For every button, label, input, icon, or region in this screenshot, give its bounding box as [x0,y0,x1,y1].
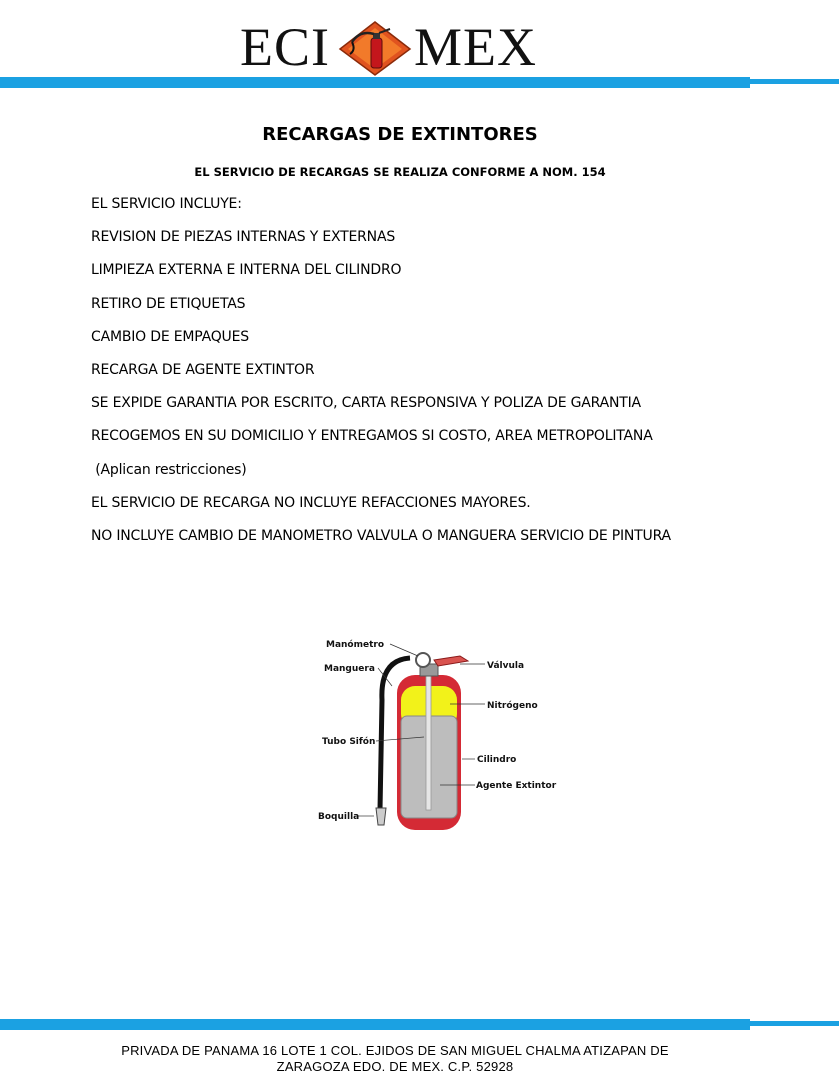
service-line: EL SERVICIO DE RECARGA NO INCLUYE REFACCIONES MAYORES. [91,494,531,511]
label-boquilla: Boquilla [318,812,360,822]
fire-extinguisher-emblem-icon [338,20,412,76]
service-line: (Aplican restricciones) [91,461,247,478]
nozzle-shape [376,808,386,825]
header-band-extension [750,79,839,84]
footer-line: ZARAGOZA EDO. DE MEX. C.P. 52928 [276,1059,514,1074]
service-line: EL SERVICIO INCLUYE: [91,196,242,212]
label-cilindro: Cilindro [477,755,517,765]
service-line: NO INCLUYE CAMBIO DE MANOMETRO VALVULA O MANGUERA SERVICIO DE PINTURA [91,527,671,544]
service-line: LIMPIEZA EXTERNA E INTERNA DEL CILINDRO [91,262,402,279]
header-band [0,77,750,88]
service-line: RECOGEMOS EN SU DOMICILIO Y ENTREGAMOS SI COSTO, AREA METROPOLITANA [91,428,653,445]
service-list [91,195,671,560]
valve-lever [434,656,468,666]
page-title: RECARGAS DE EXTINTORES [262,124,538,145]
extinguisher-diagram [310,630,560,845]
label-manguera: Manguera [324,664,375,674]
label-manometro: Manómetro [326,640,385,650]
label-agente: Agente Extintor [476,781,557,791]
label-valvula: Válvula [487,661,525,671]
company-logo [0,0,839,78]
logo-text-right: MEX [414,17,537,77]
service-line: REVISION DE PIEZAS INTERNAS Y EXTERNAS [91,229,396,246]
logo-text-left: ECI [240,17,330,77]
label-nitrogeno: Nitrógeno [487,701,538,711]
footer-line: PRIVADA DE PANAMA 16 LOTE 1 COL. EJIDOS DE SAN MIGUEL CHALMA ATIZAPAN DE [121,1043,669,1058]
service-line: RETIRO DE ETIQUETAS [91,295,246,312]
footer-band-extension [750,1021,839,1026]
page-subtitle: EL SERVICIO DE RECARGAS SE REALIZA CONFORME A NOM. 154 [194,165,606,179]
footer-band [0,1019,750,1030]
service-line: CAMBIO DE EMPAQUES [91,328,249,345]
footer-address [0,1043,790,1075]
siphon-tube [426,670,431,810]
service-line: SE EXPIDE GARANTIA POR ESCRITO, CARTA RESPONSIVA Y POLIZA DE GARANTIA [91,395,641,412]
service-line: RECARGA DE AGENTE EXTINTOR [91,361,315,378]
label-tubo-sifon: Tubo Sifón [322,737,376,747]
gauge-shape [416,653,430,667]
